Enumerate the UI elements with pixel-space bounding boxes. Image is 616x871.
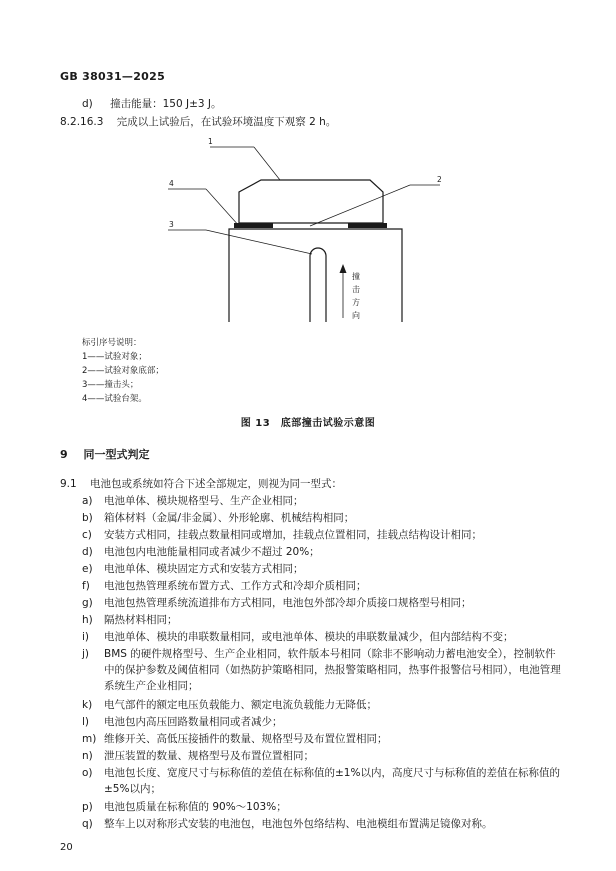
list-item xyxy=(82,612,562,628)
direction-char-2: 击 xyxy=(352,285,360,294)
clause-text: 完成以上试验后，在试验环境温度下观察 2 h。 xyxy=(116,116,337,128)
list-text: 电池包长度、宽度尺寸与标称值的差值在标称值的±1%以内，高度尺寸与标称值的差值在标称值的±5%以内； xyxy=(104,767,560,795)
leader-3 xyxy=(206,230,312,254)
list-text: 泄压装置的数量、规格型号及布置位置相同； xyxy=(104,750,314,762)
list-item xyxy=(82,595,562,611)
callout-1: 1 xyxy=(208,137,213,146)
list-marker: d) xyxy=(82,546,93,558)
list-item xyxy=(82,816,562,832)
legend-title: 标引序号说明： xyxy=(82,338,142,348)
subclause-text: 电池包或系统如符合下述全部规定，则视为同一型式： xyxy=(90,478,343,490)
list-text: 电池包质量在标称值的 90%～103%； xyxy=(104,801,287,813)
legend-item: 2——试验对象底部； xyxy=(82,366,164,376)
lead-item-marker: d) xyxy=(82,98,93,110)
test-stand xyxy=(229,229,402,322)
test-object xyxy=(239,180,383,223)
list-text: BMS 的硬件规格型号、生产企业相同，软件版本号相同（除非不影响动力蓄电池安全），控制软件中的保护参数及阈值相同（如热防护策略相同，热报警策略相同，热事件报警信号相同），电池管理系统生产企业相同； xyxy=(104,648,561,692)
list-item xyxy=(82,561,562,577)
list-text: 安装方式相同，挂载点数量相同或增加，挂载点位置相同，挂载点结构设计相同； xyxy=(104,529,482,541)
list-text: 维修开关、高低压接插件的数量、规格型号及布置位置相同； xyxy=(104,733,388,745)
list-item xyxy=(82,578,562,594)
list-item xyxy=(82,731,562,747)
lead-item-text: 撞击能量：150 J±3 J。 xyxy=(110,98,222,110)
list-item xyxy=(82,748,562,764)
list-marker: n) xyxy=(82,750,93,762)
list-marker: a) xyxy=(82,495,93,507)
list-item xyxy=(82,493,562,509)
direction-char-3: 方 xyxy=(352,298,360,307)
legend-item: 4——试验台架。 xyxy=(82,394,147,404)
arrow-head xyxy=(340,264,347,273)
lead-item xyxy=(82,96,222,112)
list-text: 隔热材料相同； xyxy=(104,614,178,626)
list-text: 电池单体、模块固定方式和安装方式相同； xyxy=(104,563,304,575)
list-text: 电池包热管理系统布置方式、工作方式和冷却介质相同； xyxy=(104,580,367,592)
figure-legend xyxy=(82,336,164,406)
list-marker: o) xyxy=(82,767,93,779)
list-text: 电池单体、模块规格型号、生产企业相同； xyxy=(104,495,304,507)
page-number: 20 xyxy=(60,842,73,853)
legend-item: 1——试验对象； xyxy=(82,352,147,362)
impactor-head xyxy=(310,248,326,322)
leader-2 xyxy=(310,185,410,226)
list-marker: p) xyxy=(82,801,93,813)
list-item xyxy=(82,646,562,694)
list-text: 电池包热管理系统流道排布方式相同，电池包外部冷却介质接口规格型号相同； xyxy=(104,597,472,609)
clause-number: 8.2.16.3 xyxy=(60,116,104,128)
list-marker: c) xyxy=(82,529,92,541)
list-text: 电池包内高压回路数量相同或者减少； xyxy=(104,716,283,728)
list-item xyxy=(82,697,562,713)
list-text: 箱体材料（金属/非金属）、外形轮廓、机械结构相同； xyxy=(104,512,355,524)
subclause-9-1 xyxy=(60,476,342,492)
list-marker: m) xyxy=(82,733,97,745)
list-marker: l) xyxy=(82,716,90,728)
direction-char-4: 向 xyxy=(352,311,360,320)
list-item xyxy=(82,510,562,526)
list-text: 电池单体、模块的串联数量相同，或电池单体、模块的串联数量减少，但内部结构不变； xyxy=(104,631,514,643)
bottom-impact-diagram xyxy=(140,132,442,332)
list-text: 电气部件的额定电压负载能力、额定电流负载能力无降低； xyxy=(104,699,377,711)
list-text: 整车上以对称形式安装的电池包，电池包外包络结构、电池模组布置满足镜像对称。 xyxy=(104,818,493,830)
callout-3: 3 xyxy=(169,220,174,229)
list-item xyxy=(82,544,562,560)
direction-char-1: 撞 xyxy=(352,272,360,281)
test-object-bottom-right xyxy=(348,223,387,228)
list-marker: e) xyxy=(82,563,93,575)
list-marker: f) xyxy=(82,580,90,592)
section-heading xyxy=(60,446,150,462)
section-number: 9 xyxy=(60,448,68,461)
list-item xyxy=(82,629,562,645)
callout-2: 2 xyxy=(437,175,442,184)
leader-4 xyxy=(206,189,240,227)
list-text: 电池包内电池能量相同或者减少不超过 20%； xyxy=(104,546,320,558)
list-marker: k) xyxy=(82,699,93,711)
list-marker: h) xyxy=(82,614,93,626)
legend-item: 3——撞击头； xyxy=(82,380,139,390)
list-marker: j) xyxy=(82,648,90,660)
list-item xyxy=(82,714,562,730)
test-object-bottom-left xyxy=(234,223,273,228)
subclause-number: 9.1 xyxy=(60,478,77,490)
clause-8-2-16-3 xyxy=(60,114,336,130)
list-marker: b) xyxy=(82,512,93,524)
standard-code: GB 38031—2025 xyxy=(60,70,166,83)
list-marker: g) xyxy=(82,597,93,609)
callout-4: 4 xyxy=(169,179,174,188)
list-item xyxy=(82,765,562,797)
figure-caption: 图 13 底部撞击试验示意图 xyxy=(240,418,376,429)
list-item xyxy=(82,799,562,815)
section-title: 同一型式判定 xyxy=(83,448,150,461)
list-item xyxy=(82,527,562,543)
list-marker: q) xyxy=(82,818,93,830)
list-marker: i) xyxy=(82,631,90,643)
leader-1 xyxy=(254,147,280,180)
